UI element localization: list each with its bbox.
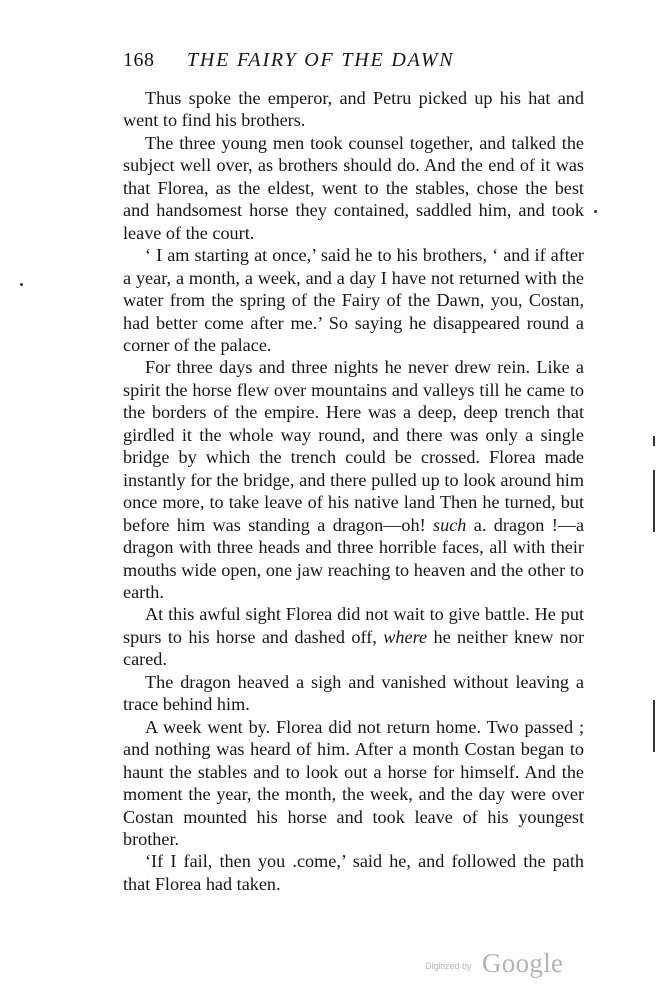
paragraph-4-emphasis: such: [433, 514, 467, 535]
paragraph-7: A week went by. Florea did not return home. Two passed ; and nothing was heard of him. After a month Costan began to haunt the stables and to look out a horse for himself. And the moment the year, the month, the week, and the day were over Costan mounted his horse and took leave of his youngest brother.: [123, 716, 584, 849]
paragraph-5: [123, 603, 584, 670]
page-header: [123, 45, 583, 75]
scan-speck-left: [20, 283, 23, 286]
scan-mark-right-2: [653, 470, 655, 532]
scan-mark-right-3: [653, 700, 655, 752]
paragraph-4-text-b: a. dragon !—a dragon with three heads and three horrible faces, all with their mouths wide open, one jaw reaching to heaven and the other to earth.: [123, 514, 585, 602]
digitized-label: Digitized by: [425, 961, 472, 971]
paragraph-4-text-a: For three days and three nights he never drew rein. Like a spirit the horse flew over mountains and valleys till he came to the borders of the empire. Here was a deep, deep trench that girdled it the whole way round, and there was only a single bridge by which the trench could be crossed. Florea made instantly for the bridge, and there pulled up to look around him once more, to take leave of his native land Then he turned, but before him was standing a dragon—oh!: [123, 357, 584, 535]
paragraph-1: Thus spoke the emperor, and Petru picked up his hat and went to find his brothers.: [123, 88, 584, 131]
paragraph-4: [123, 356, 584, 603]
scan-speck-right: [594, 210, 597, 213]
paragraph-8: ‘If I fail, then you .come,’ said he, and followed the path that Florea had taken.: [123, 851, 584, 894]
scan-mark-right-1: [653, 436, 655, 446]
page-number: 168: [123, 49, 155, 71]
google-logo: Google: [482, 948, 564, 978]
running-title: THE FAIRY OF THE DAWN: [187, 49, 455, 71]
paragraph-5-text-a: At this awful sight Florea did not wait to give battle. He put spurs to his horse and dashed off,: [123, 604, 584, 647]
paragraph-2: The three young men took counsel together, and talked the subject well over, as brothers should do. And the end of it was that Florea, as the eldest, went to the stables, chose the best and handsomest horse they contained, saddled him, and took leave of the court.: [123, 132, 584, 243]
body-text: [123, 87, 584, 895]
paragraph-3: ‘ I am starting at once,’ said he to his brothers, ‘ and if after a year, a month, a week, and a day I have not returned with the water from the spring of the Fairy of the Dawn, you, Costan, had better come after me.’ So saying he disappeared round a corner of the palace.: [123, 245, 584, 355]
paragraph-6: The dragon heaved a sigh and vanished without leaving a trace behind him.: [123, 671, 584, 715]
paragraph-5-emphasis: where: [383, 626, 428, 647]
digitized-watermark: [400, 950, 580, 980]
paragraph-5-text-b: he neither knew nor cared.: [123, 626, 585, 670]
